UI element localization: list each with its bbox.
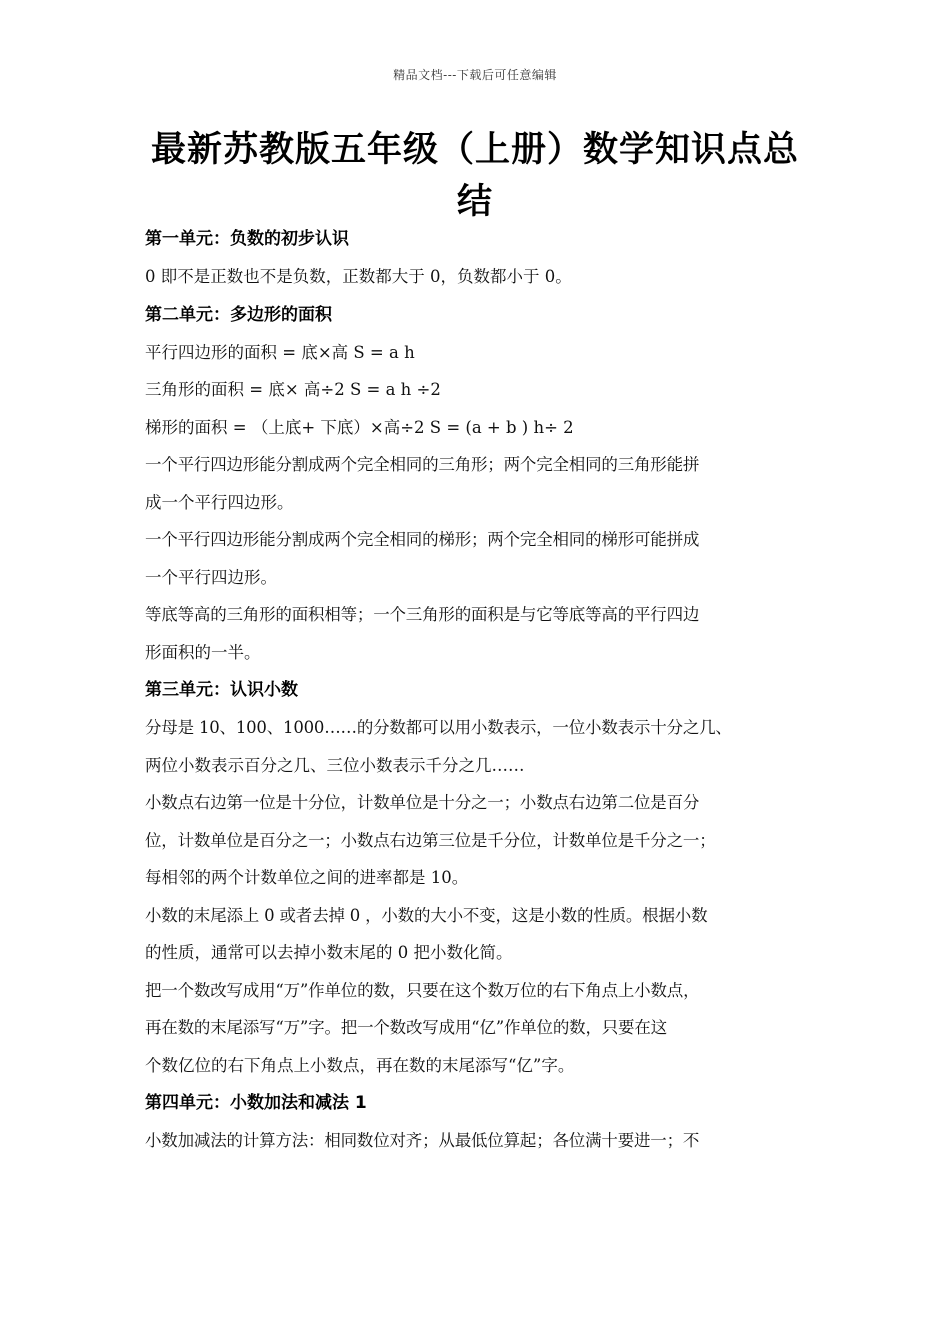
paragraph-line: 小数的末尾添上 0 或者去掉 0 ，小数的大小不变，这是小数的性质。根据小数: [145, 905, 708, 925]
title-line-1: 最新苏教版五年级（上册）数学知识点总: [150, 130, 799, 170]
paragraph-line: 的性质，通常可以去掉小数末尾的 0 把小数化简。: [145, 943, 513, 962]
title-line-2: 结: [456, 182, 493, 222]
section-heading-unit-2: 第二单元：多边形的面积: [145, 304, 332, 325]
paragraph-line: 成一个平行四边形。: [145, 492, 294, 512]
paragraph-line: 一个平行四边形。: [145, 567, 277, 587]
page-title: [120, 124, 830, 228]
formula-line-triangle: 三角形的面积 = 底× 高÷2 S = a h ÷2: [145, 380, 441, 399]
paragraph-line: 小数点右边第一位是十分位，计数单位是十分之一；小数点右边第二位是百分: [145, 793, 700, 812]
paragraph-line: 每相邻的两个计数单位之间的进率都是 10。: [145, 868, 469, 887]
formula-line-trapezoid: 梯形的面积 = （上底+ 下底）×高÷2 S = (a + b ) h÷ 2: [145, 417, 574, 437]
formula-line-parallelogram: 平行四边形的面积 = 底×高 S = a h: [145, 342, 415, 362]
paragraph-line: 0 即不是正数也不是负数，正数都大于 0，负数都小于 0。: [145, 267, 572, 286]
paragraph-line: 分母是 10、100、1000……的分数都可以用小数表示，一位小数表示十分之几、: [145, 718, 732, 737]
page-header: 精品文档---下载后可任意编辑: [393, 68, 557, 82]
paragraph-line: 形面积的一半。: [145, 642, 261, 662]
paragraph-line: 个数亿位的右下角点上小数点，再在数的末尾添写“亿”字。: [145, 1055, 575, 1075]
paragraph-line: 位，计数单位是百分之一；小数点右边第三位是千分位，计数单位是千分之一；: [145, 830, 716, 850]
paragraph-line: 再在数的末尾添写“万”字。把一个数改写成用“亿”作单位的数，只要在这: [145, 1018, 667, 1037]
paragraph-line: 把一个数改写成用“万”作单位的数，只要在这个数万位的右下角点上小数点，: [145, 980, 700, 1000]
paragraph-line: 两位小数表示百分之几、三位小数表示千分之几……: [145, 755, 525, 775]
paragraph-line: 等底等高的三角形的面积相等；一个三角形的面积是与它等底等高的平行四边: [145, 605, 700, 624]
document-body: [145, 220, 825, 1160]
paragraph-line: 一个平行四边形能分割成两个完全相同的梯形；两个完全相同的梯形可能拼成: [145, 530, 700, 549]
section-heading-unit-1: 第一单元：负数的初步认识: [145, 229, 349, 249]
section-heading-unit-3: 第三单元：认识小数: [145, 680, 298, 700]
paragraph-line: 一个平行四边形能分割成两个完全相同的三角形；两个完全相同的三角形能拼: [145, 455, 700, 474]
paragraph-line: 小数加减法的计算方法：相同数位对齐；从最低位算起；各位满十要进一；不: [145, 1131, 700, 1150]
section-heading-unit-4: 第四单元：小数加法和减法 1: [145, 1093, 367, 1113]
